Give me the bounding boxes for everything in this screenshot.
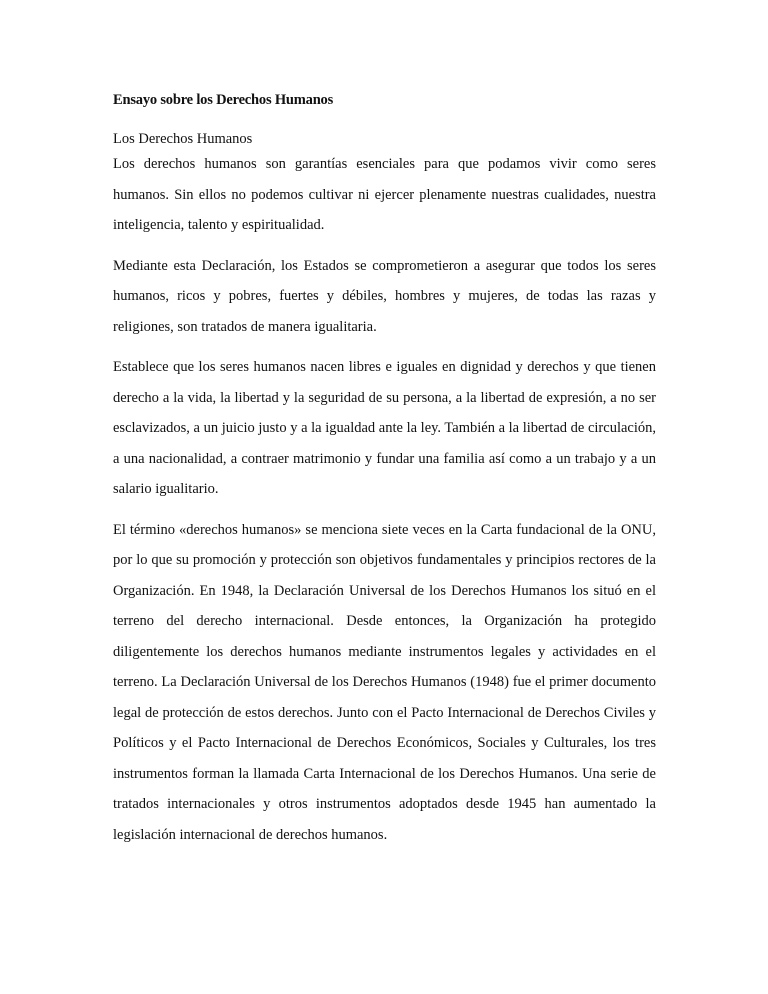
document-title: Ensayo sobre los Derechos Humanos: [113, 92, 334, 108]
document-body: [113, 90, 656, 860]
section-heading: Los Derechos Humanos: [113, 131, 253, 147]
paragraph-3: Establece que los seres humanos nacen libres e iguales en dignidad y derechos y que tienen derecho a la vida, la libertad y la seguridad de su persona, a la libertad de expresión, a no ser esclavizados, a un juicio justo y a la igualdad ante la ley. También a la libertad de circulación, a una nacionalidad, a contraer matrimonio y fundar una familia así como a un trabajo y a un salario igualitario.: [113, 359, 656, 497]
paragraph-2: Mediante esta Declaración, los Estados se comprometieron a asegurar que todos los seres humanos, ricos y pobres, fuertes y débiles, hombres y mujeres, de todas las razas y religiones, son tratados de manera igualitaria.: [113, 257, 656, 335]
paragraph-4: El término «derechos humanos» se menciona siete veces en la Carta fundacional de la ONU, por lo que su promoción y protección son objetivos fundamentales y principios rectores de la Organización. En 1948, la Declaración Universal de los Derechos Humanos los situó en el terreno del derecho internacional. Desde entonces, la Organización ha protegido diligentemente los derechos humanos mediante instrumentos legales y actividades en el terreno. La Declaración Universal de los Derechos Humanos (1948) fue el primer documento legal de protección de estos derechos. Junto con el Pacto Internacional de Derechos Civiles y Políticos y el Pacto Internacional de Derechos Económicos, Sociales y Culturales, los tres instrumentos forman la llamada Carta Internacional de los Derechos Humanos. Una serie de tratados internacionales y otros instrumentos adoptados desde 1945 han aumentado la legislación internacional de derechos humanos.: [113, 521, 656, 843]
paragraph-1: Los derechos humanos son garantías esenciales para que podamos vivir como seres humanos. Sin ellos no podemos cultivar ni ejercer plenamente nuestras cualidades, nuestra inteligencia, talento y espiritualidad.: [113, 156, 656, 233]
